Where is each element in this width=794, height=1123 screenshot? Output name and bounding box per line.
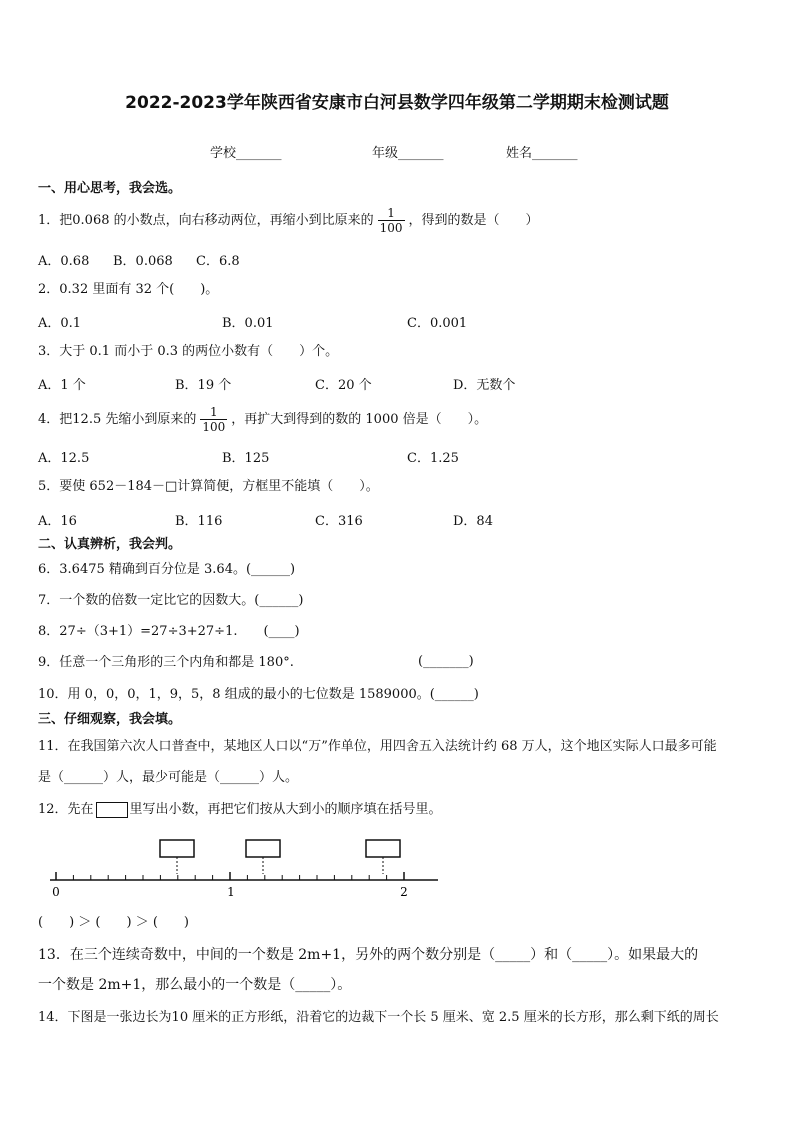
question-4-tail: ，再扩大到得到的数的 1000 倍是（ ）。 bbox=[231, 412, 488, 427]
question-5: 5．要使 652－184－□计算简便，方框里不能填（ ）。 bbox=[38, 479, 379, 494]
question-10: 10．用 0，0，0，1，9，5，8 组成的最小的七位数是 1589000。(______) bbox=[38, 687, 479, 702]
question-9: 9．任意一个三角形的三个内角和都是 180°. bbox=[38, 655, 294, 670]
tick-label-0: 0 bbox=[52, 885, 60, 899]
fraction-numerator: 1 bbox=[200, 405, 227, 420]
tick-label-2: 2 bbox=[400, 885, 408, 899]
section-heading-3: 三、仔细观察，我会填。 bbox=[38, 712, 182, 727]
question-12-order: ( ) ＞ ( ) ＞ ( ) bbox=[38, 915, 189, 930]
question-11-line-2: 是（______）人，最少可能是（______）人。 bbox=[38, 770, 299, 785]
answer-box bbox=[160, 840, 194, 857]
q5-option-d: D．84 bbox=[453, 514, 493, 529]
section-heading-1: 一、用心思考，我会选。 bbox=[38, 181, 182, 196]
q2-option-c: C．0.001 bbox=[407, 316, 468, 331]
question-2: 2．0.32 里面有 32 个( )。 bbox=[38, 282, 219, 297]
question-7: 7．一个数的倍数一定比它的因数大。(______) bbox=[38, 593, 304, 608]
question-4-text: 4．把12.5 先缩小到原来的 bbox=[38, 412, 197, 427]
q2-option-a: A．0.1 bbox=[38, 316, 82, 331]
question-4 bbox=[38, 405, 487, 434]
question-12 bbox=[38, 801, 442, 819]
number-line-ticks bbox=[56, 872, 404, 880]
grade-field: 年级_______ bbox=[372, 146, 444, 161]
fraction bbox=[378, 206, 405, 235]
q2-option-b: B．0.01 bbox=[222, 316, 274, 331]
q3-option-c: C．20 个 bbox=[315, 378, 372, 393]
q5-option-a: A．16 bbox=[38, 514, 77, 529]
fraction-numerator: 1 bbox=[378, 206, 405, 221]
question-1-tail: ，得到的数是（ ） bbox=[408, 213, 539, 228]
q4-option-a: A．12.5 bbox=[38, 451, 90, 466]
question-1-text: 1．把0.068 的小数点，向右移动两位，再缩小到比原来的 bbox=[38, 213, 374, 228]
answer-box bbox=[246, 840, 280, 857]
name-field: 姓名_______ bbox=[506, 146, 578, 161]
number-line-figure bbox=[44, 832, 444, 902]
tick-label-1: 1 bbox=[227, 885, 235, 899]
question-14: 14．下图是一张边长为10 厘米的正方形纸，沿着它的边裁下一个长 5 厘米、宽 2.5 厘米的长方形，那么剩下纸的周长 bbox=[38, 1010, 719, 1025]
q4-option-c: C．1.25 bbox=[407, 451, 459, 466]
question-1 bbox=[38, 206, 539, 235]
question-13-line-1: 13．在三个连续奇数中，中间的一个数是 2m+1，另外的两个数分别是（_____）和（_____）。如果最大的 bbox=[38, 947, 699, 963]
question-11-line-1: 11．在我国第六次人口普查中，某地区人口以“万”作单位，用四舍五入法统计约 68 万人，这个地区实际人口最多可能 bbox=[38, 739, 717, 754]
school-field: 学校_______ bbox=[210, 146, 282, 161]
page-title: 2022-2023学年陕西省安康市白河县数学四年级第二学期期末检测试题 bbox=[125, 93, 669, 113]
number-line-answer-boxes bbox=[160, 840, 400, 874]
q5-option-b: B．116 bbox=[175, 514, 223, 529]
q1-option-c: C．6.8 bbox=[196, 254, 240, 269]
question-6: 6．3.6475 精确到百分位是 3.64。(______) bbox=[38, 562, 296, 577]
question-12-text: 12．先在 bbox=[38, 802, 94, 817]
q1-option-b: B．0.068 bbox=[113, 254, 173, 269]
question-3: 3．大于 0.1 而小于 0.3 的两位小数有（ ）个。 bbox=[38, 344, 339, 359]
q3-option-d: D．无数个 bbox=[453, 378, 516, 393]
q3-option-b: B．19 个 bbox=[175, 378, 232, 393]
question-8: 8．27÷（3+1）=27÷3+27÷1. (____) bbox=[38, 624, 300, 639]
fraction-denominator: 100 bbox=[379, 221, 403, 235]
fraction bbox=[200, 405, 227, 434]
question-12-tail: 里写出小数，再把它们按从大到小的顺序填在括号里。 bbox=[129, 802, 442, 817]
q5-option-c: C．316 bbox=[315, 514, 363, 529]
q3-option-a: A．1 个 bbox=[38, 378, 86, 393]
answer-box bbox=[366, 840, 400, 857]
question-13-line-2: 一个数是 2m+1，那么最小的一个数是（_____）。 bbox=[38, 977, 352, 993]
section-heading-2: 二、认真辨析，我会判。 bbox=[38, 537, 182, 552]
answer-box bbox=[96, 802, 128, 818]
question-9-blank: (_______) bbox=[418, 654, 474, 669]
fraction-denominator: 100 bbox=[202, 420, 226, 434]
q1-option-a: A．0.68 bbox=[38, 254, 90, 269]
q4-option-b: B．125 bbox=[222, 451, 270, 466]
